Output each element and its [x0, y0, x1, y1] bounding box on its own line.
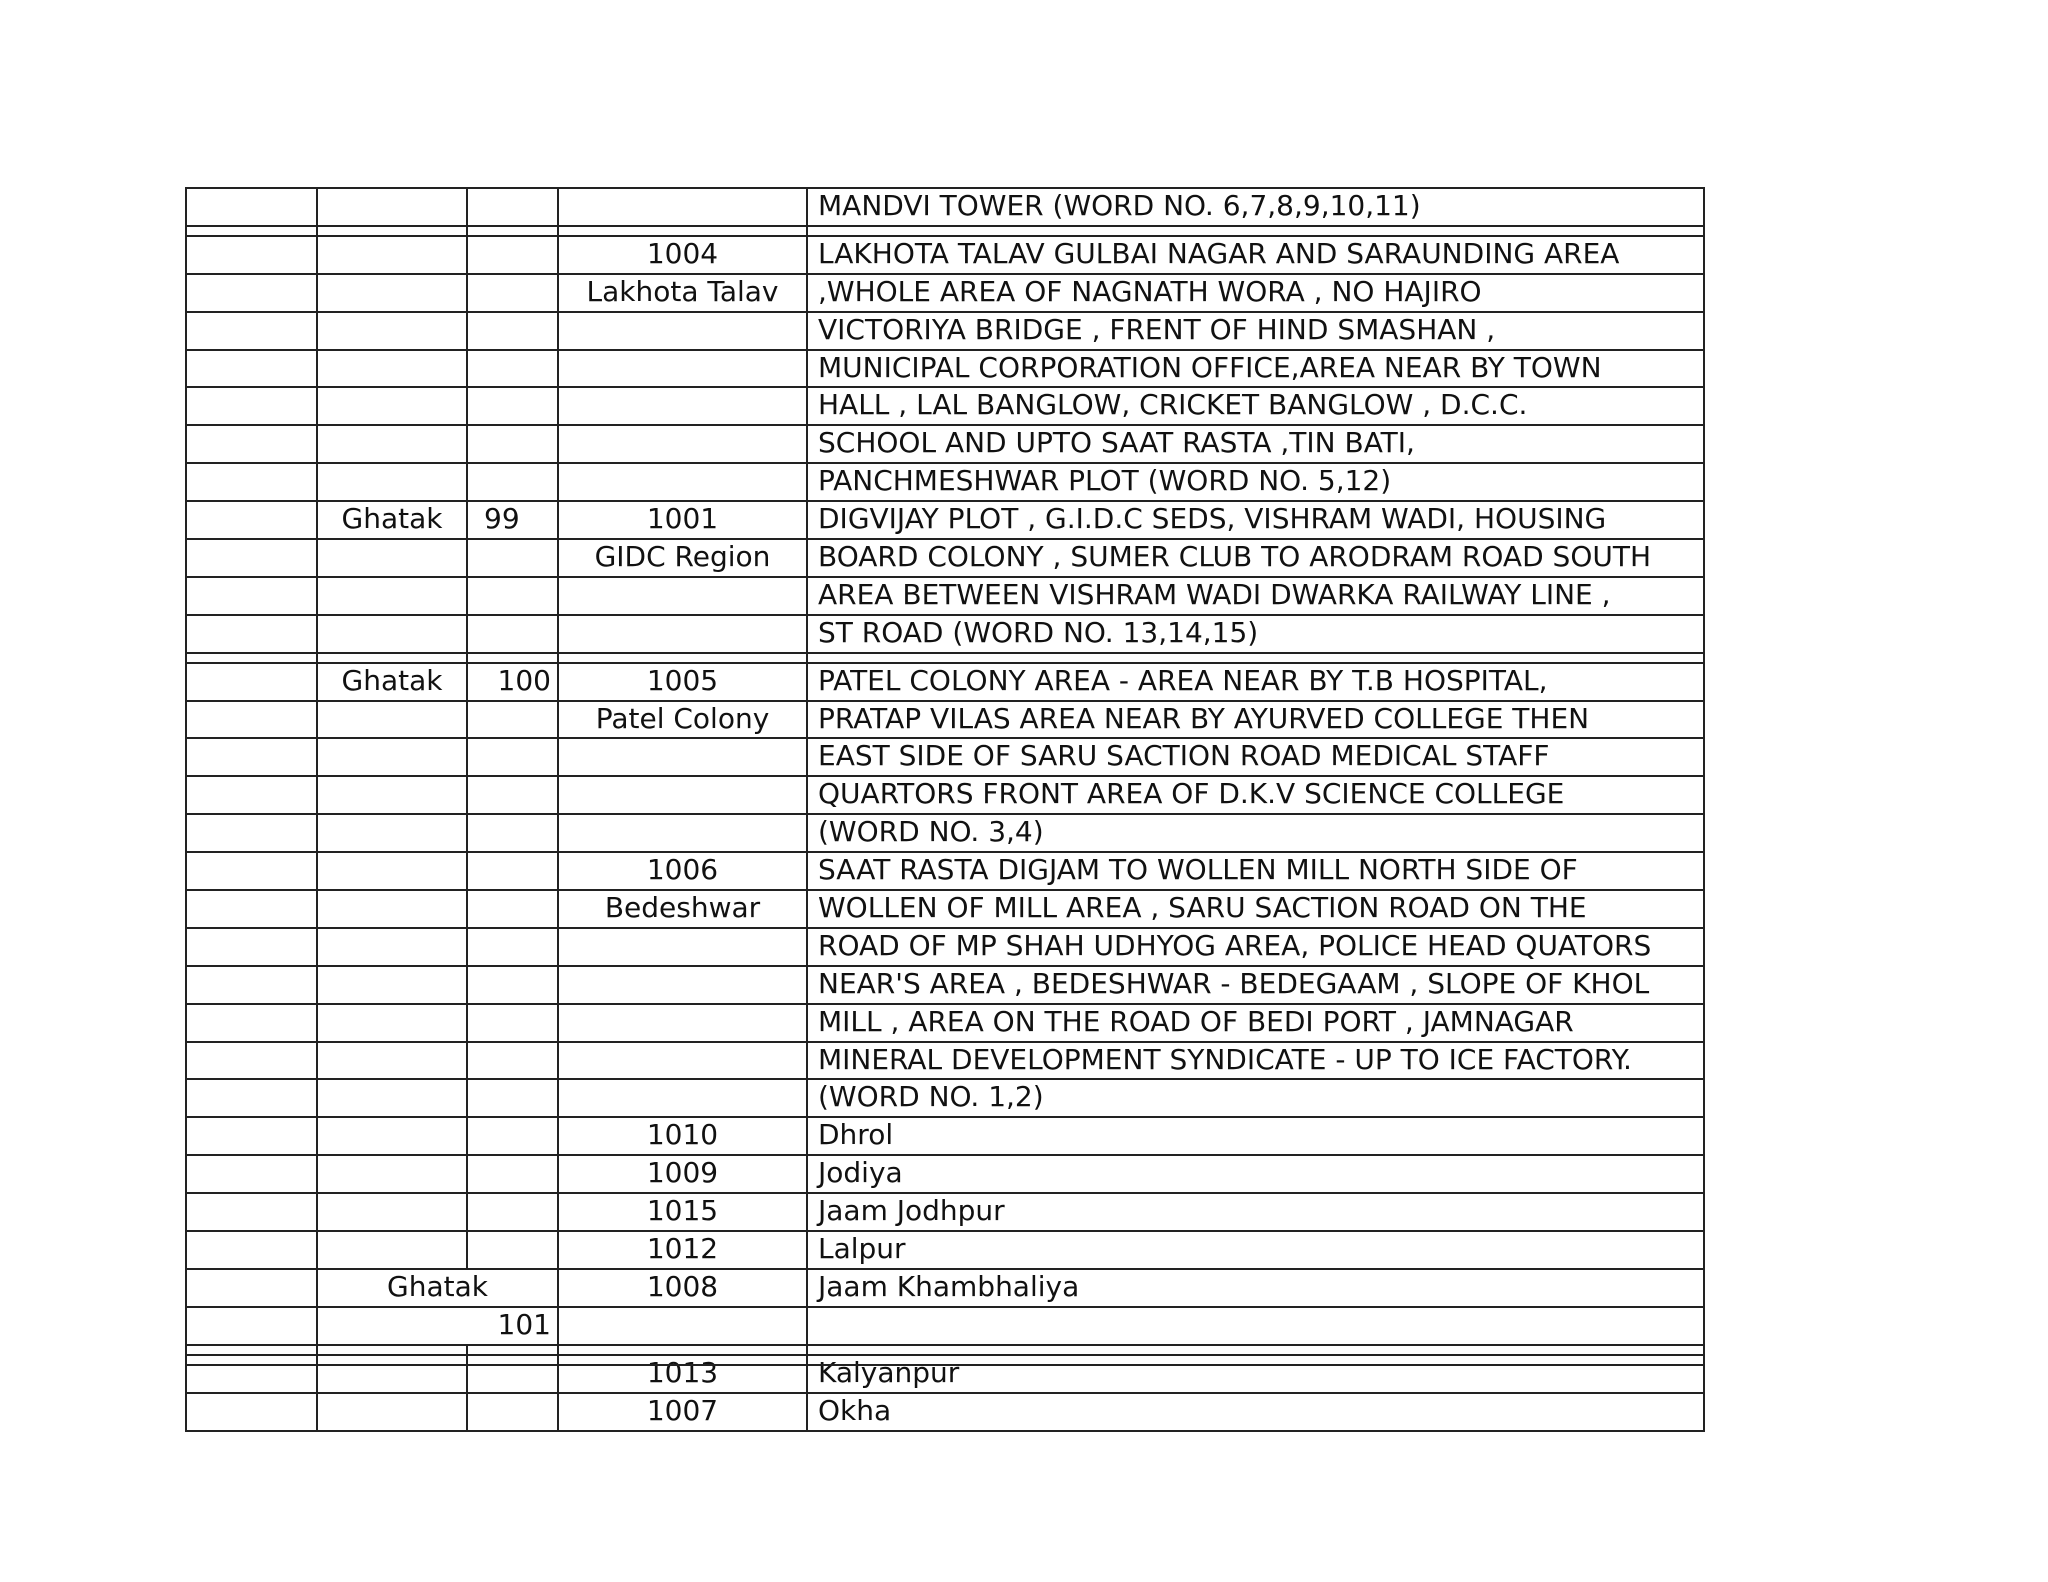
- cell-col3: [466, 654, 557, 664]
- table-row: [185, 891, 1705, 929]
- cell-col4: [557, 313, 806, 351]
- cell-col1: [185, 502, 316, 540]
- table-row: [185, 1270, 1705, 1308]
- cell-col4: 1012: [557, 1232, 806, 1270]
- cell-col2: [316, 967, 466, 1005]
- cell-col1: [185, 275, 316, 313]
- cell-col1: [185, 1394, 316, 1432]
- cell-col4: 1004: [557, 237, 806, 275]
- cell-col2: [316, 313, 466, 351]
- cell-col4: [557, 1005, 806, 1043]
- cell-col2: [316, 891, 466, 929]
- cell-col4: 1015: [557, 1194, 806, 1232]
- cell-col4: [557, 616, 806, 654]
- cell-col2: [316, 351, 466, 389]
- cell-col1: [185, 702, 316, 740]
- cell-col2: [316, 237, 466, 275]
- cell-col4: 1008: [557, 1270, 806, 1308]
- cell-col4: [557, 578, 806, 616]
- cell-col3: [466, 1232, 557, 1270]
- cell-col3: [466, 464, 557, 502]
- cell-col5: PRATAP VILAS AREA NEAR BY AYURVED COLLEGE THEN: [806, 702, 1705, 740]
- table-row: [185, 1356, 1705, 1394]
- cell-col5: VICTORIYA BRIDGE , FRENT OF HIND SMASHAN ,: [806, 313, 1705, 351]
- cell-col5: (WORD NO. 1,2): [806, 1080, 1705, 1118]
- table-row: [185, 388, 1705, 426]
- cell-col1: [185, 1270, 316, 1308]
- cell-col4: [557, 815, 806, 853]
- row-separator: [185, 227, 1705, 237]
- cell-col2: [316, 853, 466, 891]
- cell-col3: [466, 237, 557, 275]
- cell-col2: [316, 1118, 466, 1156]
- cell-col2: [316, 189, 466, 227]
- cell-col3: [466, 1194, 557, 1232]
- cell-col23: 101: [316, 1308, 557, 1346]
- table-row: [185, 464, 1705, 502]
- cell-col2: [316, 1232, 466, 1270]
- cell-col3: [466, 351, 557, 389]
- cell-col5: [806, 1308, 1705, 1346]
- cell-col4: [557, 1346, 806, 1356]
- cell-col3: [466, 853, 557, 891]
- cell-col2: [316, 388, 466, 426]
- cell-col4: [557, 967, 806, 1005]
- cell-col1: [185, 1118, 316, 1156]
- cell-col1: [185, 313, 316, 351]
- cell-col1: [185, 1156, 316, 1194]
- table-row: [185, 815, 1705, 853]
- cell-col4: [557, 189, 806, 227]
- table-row: [185, 351, 1705, 389]
- cell-col1: [185, 1232, 316, 1270]
- row-separator: [185, 1346, 1705, 1356]
- cell-col3: [466, 1043, 557, 1081]
- cell-col23: Ghatak: [316, 1270, 557, 1308]
- cell-col2: [316, 275, 466, 313]
- cell-col5: NEAR'S AREA , BEDESHWAR - BEDEGAAM , SLOPE OF KHOL: [806, 967, 1705, 1005]
- cell-col5: ST ROAD (WORD NO. 13,14,15): [806, 616, 1705, 654]
- cell-col1: [185, 578, 316, 616]
- cell-col3: [466, 702, 557, 740]
- cell-col4: [557, 654, 806, 664]
- cell-col1: [185, 664, 316, 702]
- table-row: [185, 237, 1705, 275]
- cell-col3: [466, 1346, 557, 1356]
- cell-col1: [185, 891, 316, 929]
- cell-col5: MILL , AREA ON THE ROAD OF BEDI PORT , JAMNAGAR: [806, 1005, 1705, 1043]
- cell-col4: Bedeshwar: [557, 891, 806, 929]
- cell-col5: [806, 654, 1705, 664]
- cell-col2: [316, 654, 466, 664]
- table-bottom-rule: [185, 1364, 1705, 1366]
- table-row: [185, 1080, 1705, 1118]
- cell-col1: [185, 351, 316, 389]
- cell-col3: [466, 1118, 557, 1156]
- cell-col2: [316, 1194, 466, 1232]
- cell-col5: WOLLEN OF MILL AREA , SARU SACTION ROAD ON THE: [806, 891, 1705, 929]
- cell-col4: [557, 464, 806, 502]
- cell-col5: SAAT RASTA DIGJAM TO WOLLEN MILL NORTH SIDE OF: [806, 853, 1705, 891]
- cell-col2: [316, 616, 466, 654]
- cell-col4: [557, 1308, 806, 1346]
- cell-col5: AREA BETWEEN VISHRAM WADI DWARKA RAILWAY LINE ,: [806, 578, 1705, 616]
- cell-col3: [466, 815, 557, 853]
- cell-col5: Jaam Jodhpur: [806, 1194, 1705, 1232]
- cell-col5: Okha: [806, 1394, 1705, 1432]
- cell-col4: 1010: [557, 1118, 806, 1156]
- cell-col3: [466, 1394, 557, 1432]
- zone-table: [185, 187, 1705, 1432]
- cell-col5: MANDVI TOWER (WORD NO. 6,7,8,9,10,11): [806, 189, 1705, 227]
- cell-col4: [557, 1043, 806, 1081]
- cell-col4: [557, 227, 806, 237]
- table-row: [185, 1194, 1705, 1232]
- cell-col3: [466, 313, 557, 351]
- cell-col4: [557, 1080, 806, 1118]
- cell-col5: PATEL COLONY AREA - AREA NEAR BY T.B HOSPITAL,: [806, 664, 1705, 702]
- cell-col4: [557, 739, 806, 777]
- cell-col3: [466, 929, 557, 967]
- cell-col1: [185, 616, 316, 654]
- table-row: [185, 1156, 1705, 1194]
- cell-col3: [466, 777, 557, 815]
- cell-col3: [466, 189, 557, 227]
- cell-col5: BOARD COLONY , SUMER CLUB TO ARODRAM ROAD SOUTH: [806, 540, 1705, 578]
- cell-col1: [185, 1356, 316, 1394]
- table-row: [185, 313, 1705, 351]
- cell-col5: Dhrol: [806, 1118, 1705, 1156]
- cell-col3: [466, 891, 557, 929]
- table-row: [185, 853, 1705, 891]
- cell-col4: 1009: [557, 1156, 806, 1194]
- table-row: [185, 702, 1705, 740]
- cell-col5: Kalyanpur: [806, 1356, 1705, 1394]
- cell-col4: 1013: [557, 1356, 806, 1394]
- cell-col5: SCHOOL AND UPTO SAAT RASTA ,TIN BATI,: [806, 426, 1705, 464]
- cell-col2: [316, 739, 466, 777]
- cell-col4: Patel Colony: [557, 702, 806, 740]
- cell-col1: [185, 426, 316, 464]
- cell-col5: EAST SIDE OF SARU SACTION ROAD MEDICAL STAFF: [806, 739, 1705, 777]
- cell-col1: [185, 853, 316, 891]
- cell-col1: [185, 388, 316, 426]
- cell-col5: DIGVIJAY PLOT , G.I.D.C SEDS, VISHRAM WADI, HOUSING: [806, 502, 1705, 540]
- table-row: [185, 275, 1705, 313]
- cell-col5: LAKHOTA TALAV GULBAI NAGAR AND SARAUNDING AREA: [806, 237, 1705, 275]
- cell-col2: [316, 1346, 466, 1356]
- cell-col4: 1005: [557, 664, 806, 702]
- table-row: [185, 502, 1705, 540]
- cell-col3: [466, 275, 557, 313]
- table-row: [185, 664, 1705, 702]
- cell-col5: QUARTORS FRONT AREA OF D.K.V SCIENCE COLLEGE: [806, 777, 1705, 815]
- cell-col2: [316, 426, 466, 464]
- cell-col5: Lalpur: [806, 1232, 1705, 1270]
- cell-col1: [185, 1043, 316, 1081]
- cell-col2: [316, 777, 466, 815]
- table-row: [185, 1118, 1705, 1156]
- cell-col3: [466, 1356, 557, 1394]
- table-row: [185, 777, 1705, 815]
- cell-col3: [466, 739, 557, 777]
- cell-col3: [466, 426, 557, 464]
- cell-col1: [185, 739, 316, 777]
- cell-col3: [466, 616, 557, 654]
- cell-col1: [185, 1308, 316, 1346]
- cell-col3: [466, 1156, 557, 1194]
- cell-col5: [806, 227, 1705, 237]
- cell-col2: [316, 702, 466, 740]
- cell-col1: [185, 929, 316, 967]
- cell-col4: 1001: [557, 502, 806, 540]
- cell-col5: (WORD NO. 3,4): [806, 815, 1705, 853]
- cell-col4: [557, 388, 806, 426]
- cell-col1: [185, 815, 316, 853]
- cell-col4: GIDC Region: [557, 540, 806, 578]
- cell-col1: [185, 227, 316, 237]
- cell-col5: HALL , LAL BANGLOW, CRICKET BANGLOW , D.C.C.: [806, 388, 1705, 426]
- table-row: [185, 578, 1705, 616]
- table-row: [185, 187, 1705, 227]
- cell-col2: [316, 578, 466, 616]
- cell-col2: [316, 1356, 466, 1394]
- cell-col5: Jaam Khambhaliya: [806, 1270, 1705, 1308]
- cell-col3: [466, 388, 557, 426]
- table-row: [185, 929, 1705, 967]
- cell-col1: [185, 540, 316, 578]
- cell-col3: 99: [466, 502, 557, 540]
- cell-col2: [316, 1156, 466, 1194]
- table-row: [185, 1043, 1705, 1081]
- cell-col4: 1006: [557, 853, 806, 891]
- row-separator: [185, 654, 1705, 664]
- cell-col2: [316, 815, 466, 853]
- cell-col1: [185, 967, 316, 1005]
- table-row: [185, 967, 1705, 1005]
- cell-col5: [806, 1346, 1705, 1356]
- table-row: [185, 1005, 1705, 1043]
- cell-col1: [185, 1005, 316, 1043]
- cell-col5: MINERAL DEVELOPMENT SYNDICATE - UP TO ICE FACTORY.: [806, 1043, 1705, 1081]
- cell-col2: [316, 227, 466, 237]
- cell-col5: MUNICIPAL CORPORATION OFFICE,AREA NEAR BY TOWN: [806, 351, 1705, 389]
- cell-col2: [316, 1394, 466, 1432]
- cell-col5: Jodiya: [806, 1156, 1705, 1194]
- table-row: [185, 616, 1705, 654]
- cell-col3: 100: [466, 664, 557, 702]
- cell-col1: [185, 1346, 316, 1356]
- cell-col4: [557, 426, 806, 464]
- cell-col3: [466, 227, 557, 237]
- cell-col4: [557, 929, 806, 967]
- cell-col1: [185, 464, 316, 502]
- table-row: [185, 426, 1705, 464]
- table-row: [185, 540, 1705, 578]
- cell-col2: Ghatak: [316, 664, 466, 702]
- cell-col3: [466, 1005, 557, 1043]
- cell-col1: [185, 654, 316, 664]
- table-row: [185, 1232, 1705, 1270]
- cell-col1: [185, 1080, 316, 1118]
- cell-col4: [557, 777, 806, 815]
- table-row: [185, 739, 1705, 777]
- cell-col1: [185, 1194, 316, 1232]
- cell-col3: [466, 967, 557, 1005]
- cell-col2: [316, 1043, 466, 1081]
- cell-col1: [185, 237, 316, 275]
- cell-col1: [185, 189, 316, 227]
- cell-col5: PANCHMESHWAR PLOT (WORD NO. 5,12): [806, 464, 1705, 502]
- cell-col3: [466, 578, 557, 616]
- cell-col4: 1007: [557, 1394, 806, 1432]
- cell-col2: [316, 464, 466, 502]
- cell-col2: [316, 1080, 466, 1118]
- cell-col5: ,WHOLE AREA OF NAGNATH WORA , NO HAJIRO: [806, 275, 1705, 313]
- cell-col3: [466, 540, 557, 578]
- cell-col2: Ghatak: [316, 502, 466, 540]
- cell-col2: [316, 540, 466, 578]
- cell-col4: [557, 351, 806, 389]
- cell-col1: [185, 777, 316, 815]
- cell-col3: [466, 1080, 557, 1118]
- cell-col5: ROAD OF MP SHAH UDHYOG AREA, POLICE HEAD QUATORS: [806, 929, 1705, 967]
- cell-col2: [316, 1005, 466, 1043]
- table-row: [185, 1394, 1705, 1432]
- cell-col4: Lakhota Talav: [557, 275, 806, 313]
- cell-col2: [316, 929, 466, 967]
- table-row: [185, 1308, 1705, 1346]
